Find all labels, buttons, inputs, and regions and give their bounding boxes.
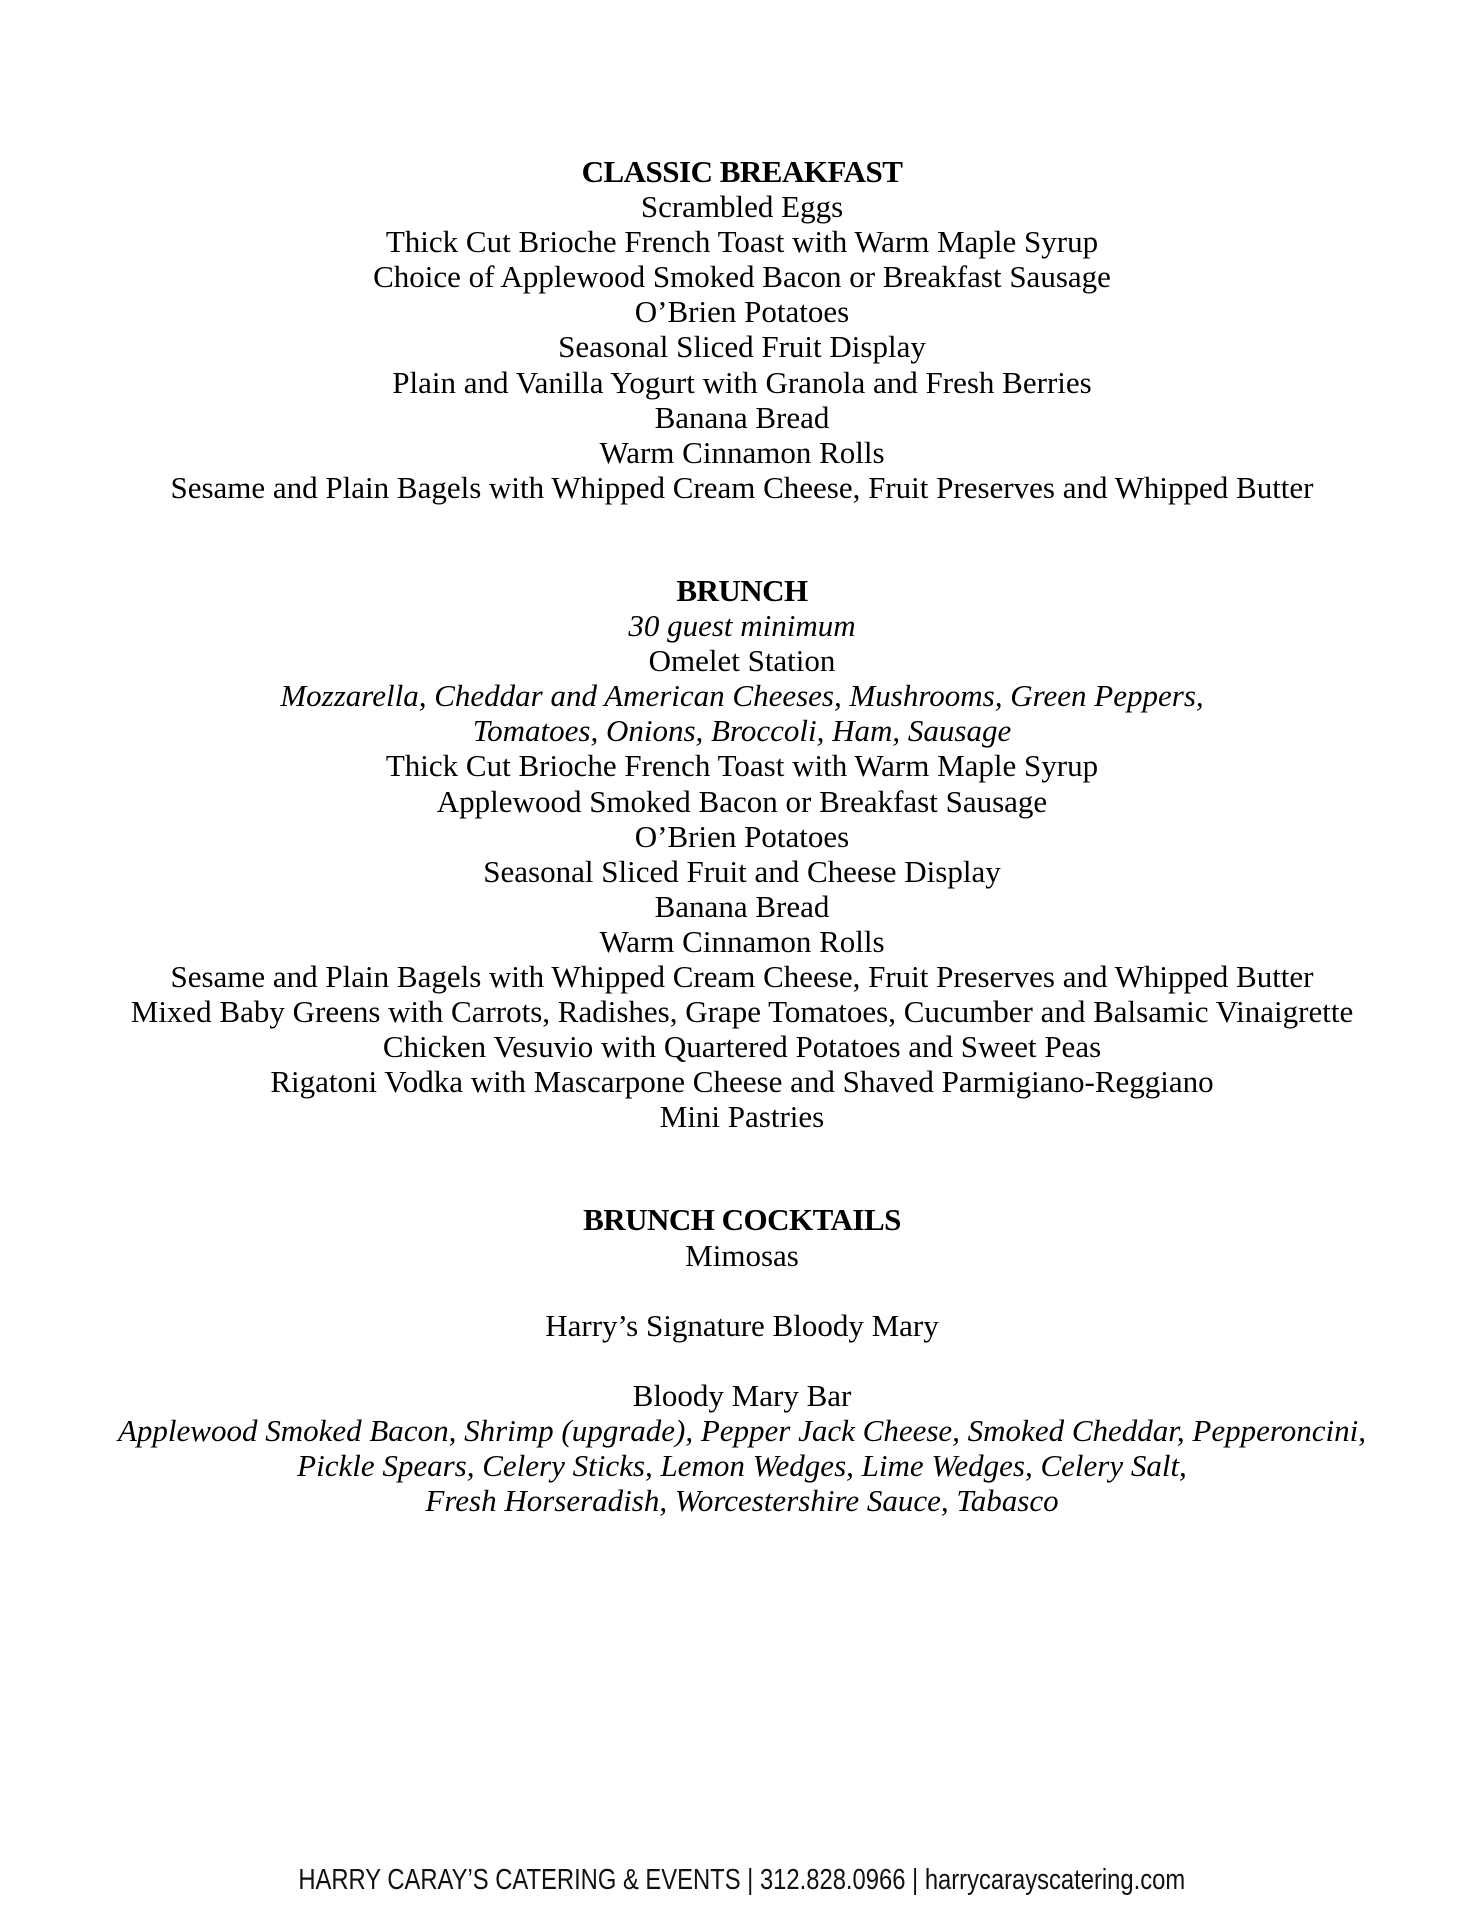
menu-item: Seasonal Sliced Fruit and Cheese Display <box>483 853 1001 889</box>
menu-item: Harry’s Signature Bloody Mary <box>545 1307 939 1343</box>
menu-item: 30 guest minimum <box>628 608 856 644</box>
menu-item: Mini Pastries <box>659 1099 825 1135</box>
section-title: BRUNCH <box>676 572 808 608</box>
spacer-line <box>40 1343 1444 1378</box>
section-title: BRUNCH COCKTAILS <box>583 1202 901 1238</box>
menu-item: Thick Cut Brioche French Toast with Warm Maple Syrup <box>385 748 1099 784</box>
menu-item: Warm Cinnamon Rolls <box>599 923 885 959</box>
menu-item: Fresh Horseradish, Worcestershire Sauce, Tabasco <box>425 1483 1059 1519</box>
menu-item: Mixed Baby Greens with Carrots, Radishes, Grape Tomatoes, Cucumber and Balsamic Vinaigrette <box>130 994 1354 1030</box>
menu-item: Bloody Mary Bar <box>632 1377 852 1413</box>
spacer-line <box>40 1273 1444 1308</box>
menu-item: Chicken Vesuvio with Quartered Potatoes and Sweet Peas <box>382 1029 1102 1065</box>
menu-item: Applewood Smoked Bacon or Breakfast Sausage <box>436 783 1048 819</box>
menu-item: Banana Bread <box>654 399 830 435</box>
menu-item: Scrambled Eggs <box>640 189 844 225</box>
menu-section-brunch-cocktails <box>40 1202 1444 1518</box>
menu-item: Applewood Smoked Bacon, Shrimp (upgrade), Pepper Jack Cheese, Smoked Cheddar, Pepperoncini, <box>117 1413 1366 1448</box>
menu-item: Mimosas <box>685 1237 799 1273</box>
footer-text: HARRY CARAY’S CATERING & EVENTS | 312.828.0966 | harrycarayscatering.com <box>298 1864 1186 1896</box>
menu-item: Mozzarella, Cheddar and American Cheeses, Mushrooms, Green Peppers, <box>280 678 1204 714</box>
menu-item: Banana Bread <box>654 888 830 924</box>
menu-item: Choice of Applewood Smoked Bacon or Breakfast Sausage <box>373 259 1111 295</box>
menu-item: Plain and Vanilla Yogurt with Granola and Fresh Berries <box>392 364 1092 400</box>
menu-item: Rigatoni Vodka with Mascarpone Cheese and Shaved Parmigiano-Reggiano <box>270 1064 1214 1100</box>
menu-item: Omelet Station <box>648 643 836 679</box>
menu-item: O’Brien Potatoes <box>634 818 850 854</box>
menu-item: Sesame and Plain Bagels with Whipped Cream Cheese, Fruit Preserves and Whipped Butter <box>170 958 1314 994</box>
page-footer <box>0 1864 1484 1897</box>
menu-item: Seasonal Sliced Fruit Display <box>558 329 926 365</box>
menu-section-brunch <box>40 573 1444 1135</box>
menu-item: O’Brien Potatoes <box>634 294 850 330</box>
menu-item: Thick Cut Brioche French Toast with Warm Maple Syrup <box>385 224 1099 260</box>
menu-item: Pickle Spears, Celery Sticks, Lemon Wedges, Lime Wedges, Celery Salt, <box>297 1448 1187 1484</box>
menu-item: Tomatoes, Onions, Broccoli, Ham, Sausage <box>472 713 1012 749</box>
menu-item: Warm Cinnamon Rolls <box>599 434 885 470</box>
menu-section-classic-breakfast <box>40 154 1444 505</box>
section-title: CLASSIC BREAKFAST <box>581 154 903 189</box>
menu-item: Sesame and Plain Bagels with Whipped Cream Cheese, Fruit Preserves and Whipped Butter <box>170 469 1314 505</box>
